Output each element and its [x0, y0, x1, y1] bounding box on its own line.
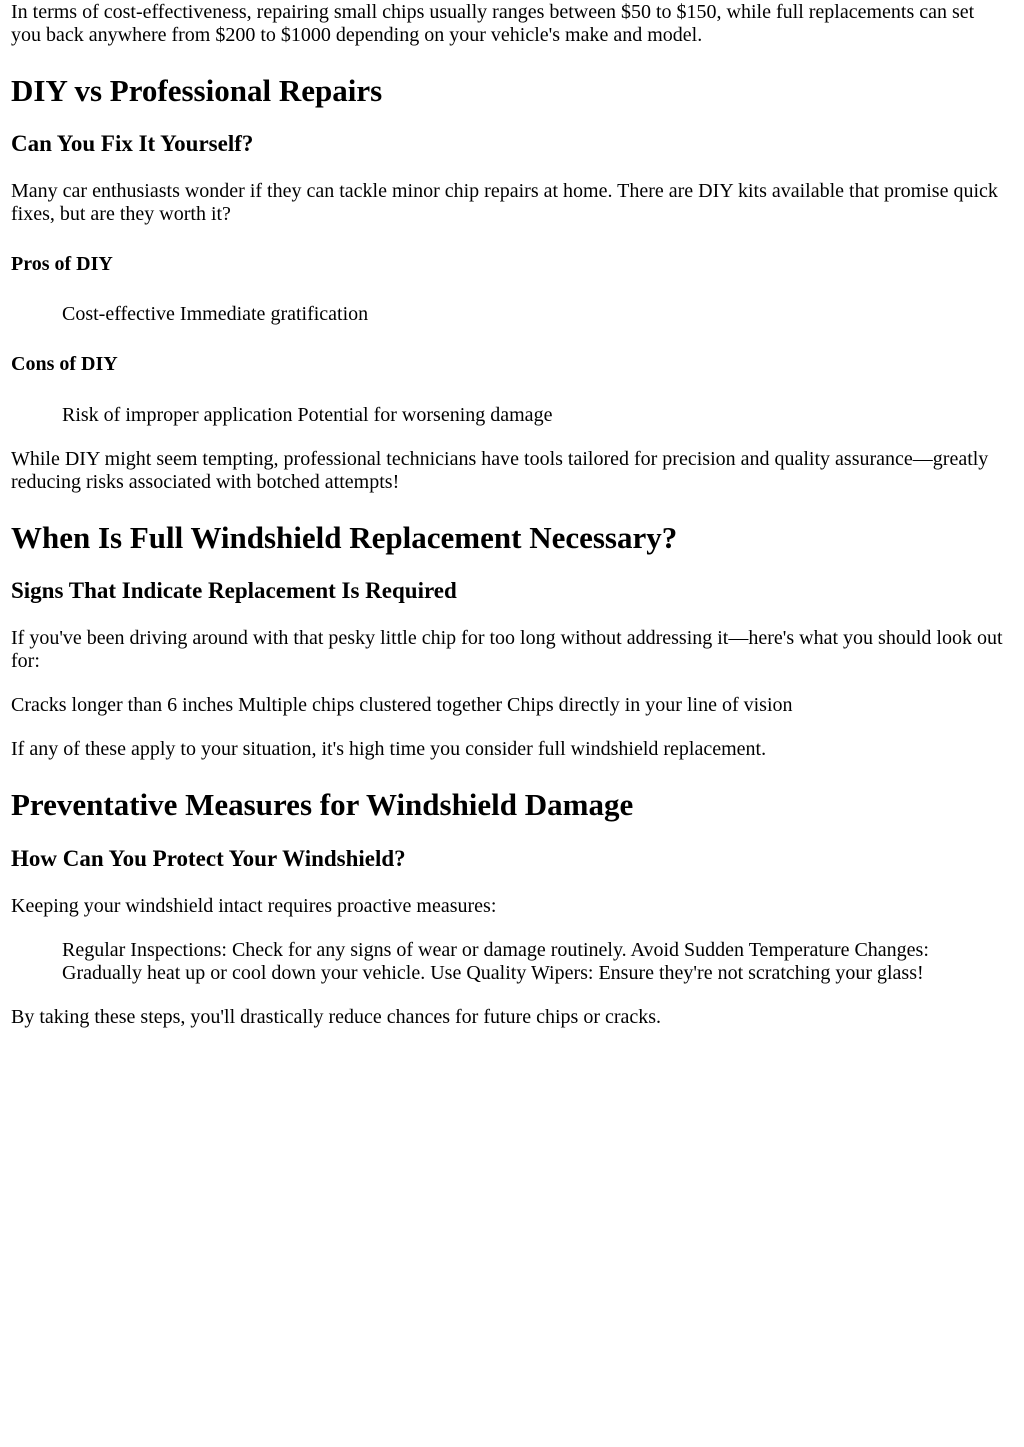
subheading-replacement-signs: Signs That Indicate Replacement Is Required: [11, 578, 457, 603]
replacement-signs-list: Cracks longer than 6 inches Multiple chips clustered together Chips directly in your line of vision: [11, 694, 793, 716]
article-body: [0, 1, 1024, 1029]
pros-list: Cost-effective Immediate gratification: [62, 303, 369, 325]
section-heading-prevention: Preventative Measures for Windshield Damage: [11, 787, 634, 822]
replacement-closing-paragraph: If any of these apply to your situation, it's high time you consider full windshield replacement.: [11, 738, 767, 760]
subheading-fix-yourself: Can You Fix It Yourself?: [11, 131, 254, 156]
prevention-paragraph: Keeping your windshield intact requires proactive measures:: [11, 895, 497, 917]
intro-paragraph: In terms of cost-effectiveness, repairing small chips usually ranges between $50 to $150, while full replacements can set you back anywhere from $200 to $1000 depending on your vehicle's make and model.: [11, 1, 975, 46]
cons-list: Risk of improper application Potential for worsening damage: [62, 404, 553, 426]
section-heading-diy: DIY vs Professional Repairs: [11, 73, 383, 108]
prevention-closing-paragraph: By taking these steps, you'll drastically reduce chances for future chips or cracks.: [11, 1006, 662, 1028]
prevention-measures-list: Regular Inspections: Check for any signs of wear or damage routinely. Avoid Sudden Temperature Changes: Gradually heat up or cool down your vehicle. Use Quality Wipers: Ensure they're not scratching your glass!: [62, 939, 929, 984]
replacement-paragraph: If you've been driving around with that pesky little chip for too long without addressing it—here's what you should look out for:: [11, 627, 1003, 672]
subheading-protect-windshield: How Can You Protect Your Windshield?: [11, 846, 406, 871]
section-heading-replacement: When Is Full Windshield Replacement Necessary?: [11, 520, 678, 555]
pros-heading: Pros of DIY: [11, 253, 113, 275]
diy-closing-paragraph: While DIY might seem tempting, professional technicians have tools tailored for precision and quality assurance—greatly reducing risks associated with botched attempts!: [11, 448, 989, 493]
diy-paragraph: Many car enthusiasts wonder if they can tackle minor chip repairs at home. There are DIY kits available that promise quick fixes, but are they worth it?: [11, 180, 998, 225]
cons-heading: Cons of DIY: [11, 353, 118, 375]
